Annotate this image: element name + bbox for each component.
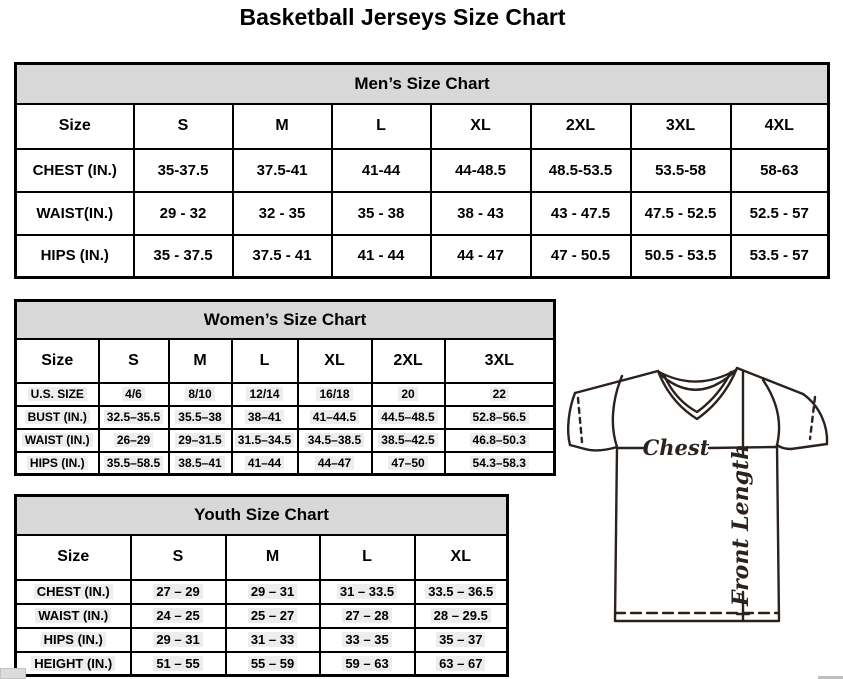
value-cell [415,628,508,652]
cell-text: 51 – 55 [153,656,202,671]
cell-text: 44–47 [315,456,354,470]
value-cell: 52.5 - 57 [731,192,829,235]
mens-chart-header: Men’s Size Chart [16,64,829,104]
value-cell: 44 - 47 [431,235,531,278]
table-row [16,339,555,383]
value-cell [372,452,445,475]
column-header-cell: Size [16,535,131,580]
cell-text: 27 – 28 [342,608,391,623]
column-header-cell: 2XL [531,104,631,149]
value-cell [298,383,372,406]
cell-text: 31 – 33 [248,632,297,647]
value-cell [445,429,555,452]
value-cell [232,452,298,475]
cell-text: 54.3–58.3 [470,456,529,470]
value-cell [298,452,372,475]
column-header-cell: 2XL [372,339,445,383]
cell-text: 33.5 – 36.5 [425,584,496,599]
row-label-cell: WAIST(IN.) [16,192,134,235]
row-label-cell [16,452,99,475]
value-cell [226,604,320,628]
cell-text: 38.5–42.5 [378,433,437,447]
cell-text: 31.5–34.5 [235,433,294,447]
value-cell: 48.5-53.5 [531,149,631,192]
value-cell [131,580,226,604]
value-cell: 35 - 37.5 [134,235,233,278]
value-cell: 44-48.5 [431,149,531,192]
jersey-cuff-dash-left [578,398,582,442]
mens-size-chart-table [14,62,830,279]
row-label-cell [16,580,131,604]
jersey-measurement-diagram [558,362,842,628]
cell-text: 29 – 31 [153,632,202,647]
table-row [16,406,555,429]
value-cell [99,406,169,429]
table-row [16,496,508,535]
column-header-cell: M [169,339,232,383]
cell-text: 29–31.5 [175,433,224,447]
cell-text: 38–41 [245,410,284,424]
value-cell [226,580,320,604]
value-cell [169,406,232,429]
column-header-cell: M [233,104,332,149]
table-row [16,235,829,278]
table-row [16,149,829,192]
jersey-seam-left [613,376,622,447]
value-cell [298,429,372,452]
womens-size-chart-table [14,299,556,476]
row-label-cell [16,628,131,652]
cell-text: 31 – 33.5 [337,584,397,599]
cell-text: 28 – 29.5 [431,608,491,623]
womens-chart-header: Women’s Size Chart [16,301,555,339]
jersey-underarm-right [777,445,791,449]
value-cell: 47 - 50.5 [531,235,631,278]
cell-text: 38.5–41 [175,456,224,470]
column-header-cell: Size [16,339,99,383]
row-label-cell [16,406,99,429]
jersey-seam-right [763,380,779,445]
value-cell: 53.5-58 [631,149,731,192]
cell-text: CHEST (IN.) [34,584,113,599]
jersey-underarm-left [585,447,617,450]
cell-text: HEIGHT (IN.) [31,656,115,671]
cell-text: 41–44.5 [310,410,359,424]
value-cell: 38 - 43 [431,192,531,235]
value-cell [320,580,415,604]
table-row [16,452,555,475]
column-header-cell: 3XL [631,104,731,149]
value-cell [131,628,226,652]
column-header-cell: S [99,339,169,383]
jersey-sleeve-left-outer [568,393,575,445]
value-cell [99,429,169,452]
value-cell [415,604,508,628]
cell-text: 34.5–38.5 [305,433,364,447]
value-cell [298,406,372,429]
cell-text: 55 – 59 [248,656,297,671]
cell-text: 4/6 [122,387,145,401]
table-row [16,192,829,235]
value-cell [232,429,298,452]
value-cell: 35-37.5 [134,149,233,192]
cell-text: 20 [398,387,417,401]
column-header-cell: 3XL [445,339,555,383]
table-row [16,104,829,149]
cell-text: 35.5–38 [175,410,224,424]
value-cell: 53.5 - 57 [731,235,829,278]
cell-text: 25 – 27 [248,608,297,623]
table-row [16,383,555,406]
value-cell: 41-44 [332,149,431,192]
value-cell [169,429,232,452]
cell-text: 46.8–50.3 [470,433,529,447]
cell-text: 29 – 31 [248,584,297,599]
cell-text: 47–50 [388,456,427,470]
table-row [16,535,508,580]
column-header-cell: L [332,104,431,149]
cell-text: WAIST (IN.) [22,433,93,447]
row-label-cell [16,429,99,452]
value-cell: 47.5 - 52.5 [631,192,731,235]
cell-text: 32.5–35.5 [104,410,163,424]
value-cell [372,406,445,429]
jersey-body-outline [615,445,779,621]
table-row [16,580,508,604]
cell-text: 52.8–56.5 [470,410,529,424]
cell-text: 27 – 29 [153,584,202,599]
table-row [16,64,829,104]
value-cell [372,429,445,452]
cell-text: 63 – 67 [436,656,485,671]
table-row [16,301,555,339]
value-cell [232,383,298,406]
value-cell: 29 - 32 [134,192,233,235]
value-cell [226,628,320,652]
jersey-sleeve-right-hem [791,444,827,449]
value-cell [415,652,508,676]
column-header-cell: L [320,535,415,580]
table-row [16,429,555,452]
value-cell [169,383,232,406]
value-cell: 35 - 38 [332,192,431,235]
value-cell [169,452,232,475]
cell-text: 59 – 63 [342,656,391,671]
value-cell [445,452,555,475]
value-cell [99,452,169,475]
value-cell: 58-63 [731,149,829,192]
cell-text: 44.5–48.5 [378,410,437,424]
value-cell [320,652,415,676]
cell-text: 22 [490,387,509,401]
column-header-cell: Size [16,104,134,149]
cell-text: 24 – 25 [153,608,202,623]
youth-size-chart-table [14,494,509,677]
value-cell: 37.5 - 41 [233,235,332,278]
value-cell [320,604,415,628]
row-label-cell [16,652,131,676]
page-title: Basketball Jerseys Size Chart [239,4,566,30]
column-header-cell: M [226,535,320,580]
cell-text: U.S. SIZE [28,387,87,401]
cell-text: HIPS (IN.) [41,632,106,647]
table-row [16,604,508,628]
value-cell [131,604,226,628]
value-cell [415,580,508,604]
value-cell: 41 - 44 [332,235,431,278]
column-header-cell: XL [431,104,531,149]
value-cell [232,406,298,429]
jersey-sleeve-left-hem [570,445,585,449]
cell-text: 35.5–58.5 [104,456,163,470]
value-cell [445,406,555,429]
cell-text: 41–44 [245,456,284,470]
value-cell [445,383,555,406]
cell-text: BUST (IN.) [25,410,90,424]
value-cell: 37.5-41 [233,149,332,192]
value-cell [226,652,320,676]
cell-text: 26–29 [114,433,153,447]
cell-text: 16/18 [316,387,352,401]
value-cell: 32 - 35 [233,192,332,235]
youth-chart-header: Youth Size Chart [16,496,508,535]
value-cell: 43 - 47.5 [531,192,631,235]
column-header-cell: S [131,535,226,580]
row-label-cell [16,604,131,628]
column-header-cell: S [134,104,233,149]
front-length-label: Front Length [728,443,754,607]
chest-label: Chest [642,435,710,460]
row-label-cell: HIPS (IN.) [16,235,134,278]
table-row [16,652,508,676]
cell-text: 33 – 35 [342,632,391,647]
column-header-cell: XL [298,339,372,383]
value-cell [99,383,169,406]
row-label-cell [16,383,99,406]
cell-text: 35 – 37 [436,632,485,647]
column-header-cell: XL [415,535,508,580]
cell-text: HIPS (IN.) [27,456,88,470]
value-cell [131,652,226,676]
column-header-cell: 4XL [731,104,829,149]
column-header-cell: L [232,339,298,383]
value-cell: 50.5 - 53.5 [631,235,731,278]
value-cell [320,628,415,652]
value-cell [372,383,445,406]
row-label-cell: CHEST (IN.) [16,149,134,192]
cell-text: 12/14 [246,387,282,401]
cell-text: WAIST (IN.) [35,608,111,623]
cell-text: 8/10 [185,387,214,401]
scrollbar-fragment[interactable] [0,668,26,679]
table-row [16,628,508,652]
